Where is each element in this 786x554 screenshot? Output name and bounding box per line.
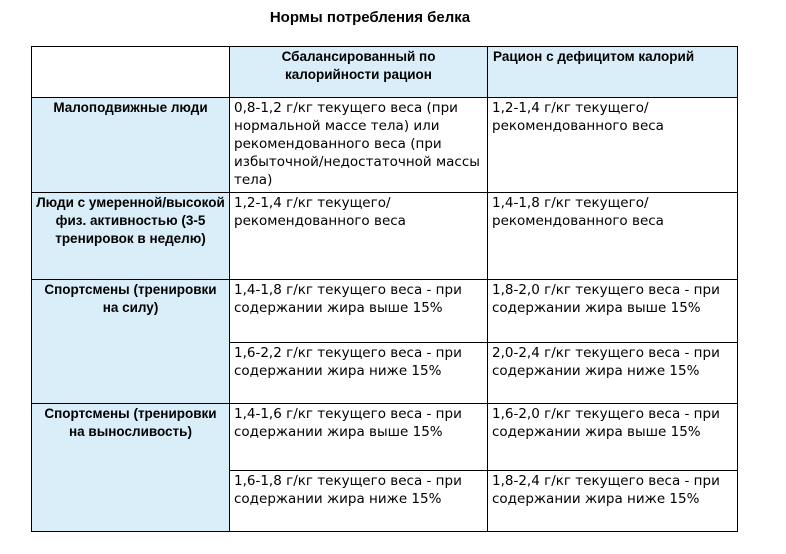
deficit-cell: 2,0-2,4 г/кг текущего веса - при содержании жира ниже 15%: [488, 343, 738, 404]
header-balanced: Сбалансированный по калорийности рацион: [230, 47, 488, 98]
group-strength: Спортсмены (тренировки на силу): [32, 280, 230, 404]
deficit-cell: 1,6-2,0 г/кг текущего веса - при содержании жира выше 15%: [488, 404, 738, 471]
table-row: [32, 280, 738, 343]
balanced-cell: 1,6-2,2 г/кг текущего веса - при содержании жира ниже 15%: [230, 343, 488, 404]
group-active: Люди с умеренной/высокой физ. активностью (3-5 тренировок в неделю): [32, 193, 230, 280]
balanced-cell: 0,8-1,2 г/кг текущего веса (при нормальной массе тела) или рекомендованного веса (при избыточной/недостаточной массы тела): [230, 98, 488, 193]
deficit-cell: 1,8-2,0 г/кг текущего веса - при содержании жира выше 15%: [488, 280, 738, 343]
balanced-cell: 1,2-1,4 г/кг текущего/рекомендованного веса: [230, 193, 488, 280]
group-sedentary: Малоподвижные люди: [32, 98, 230, 193]
deficit-cell: 1,2-1,4 г/кг текущего/рекомендованного веса: [488, 98, 738, 193]
deficit-cell: 1,4-1,8 г/кг текущего/рекомендованного веса: [488, 193, 738, 280]
header-deficit: Рацион с дефицитом калорий: [488, 47, 738, 98]
table-row: [32, 404, 738, 471]
balanced-cell: 1,4-1,6 г/кг текущего веса - при содержании жира выше 15%: [230, 404, 488, 471]
balanced-cell: 1,4-1,8 г/кг текущего веса - при содержании жира выше 15%: [230, 280, 488, 343]
header-empty-cell: [32, 47, 230, 98]
table-header-row: [32, 47, 738, 98]
group-endurance: Спортсмены (тренировки на выносливость): [32, 404, 230, 532]
table-row: [32, 193, 738, 280]
protein-norms-table: [31, 46, 738, 532]
page-title: Нормы потребления белка: [269, 9, 471, 26]
table-row: [32, 98, 738, 193]
balanced-cell: 1,6-1,8 г/кг текущего веса - при содержании жира ниже 15%: [230, 471, 488, 532]
deficit-cell: 1,8-2,4 г/кг текущего веса - при содержании жира ниже 15%: [488, 471, 738, 532]
